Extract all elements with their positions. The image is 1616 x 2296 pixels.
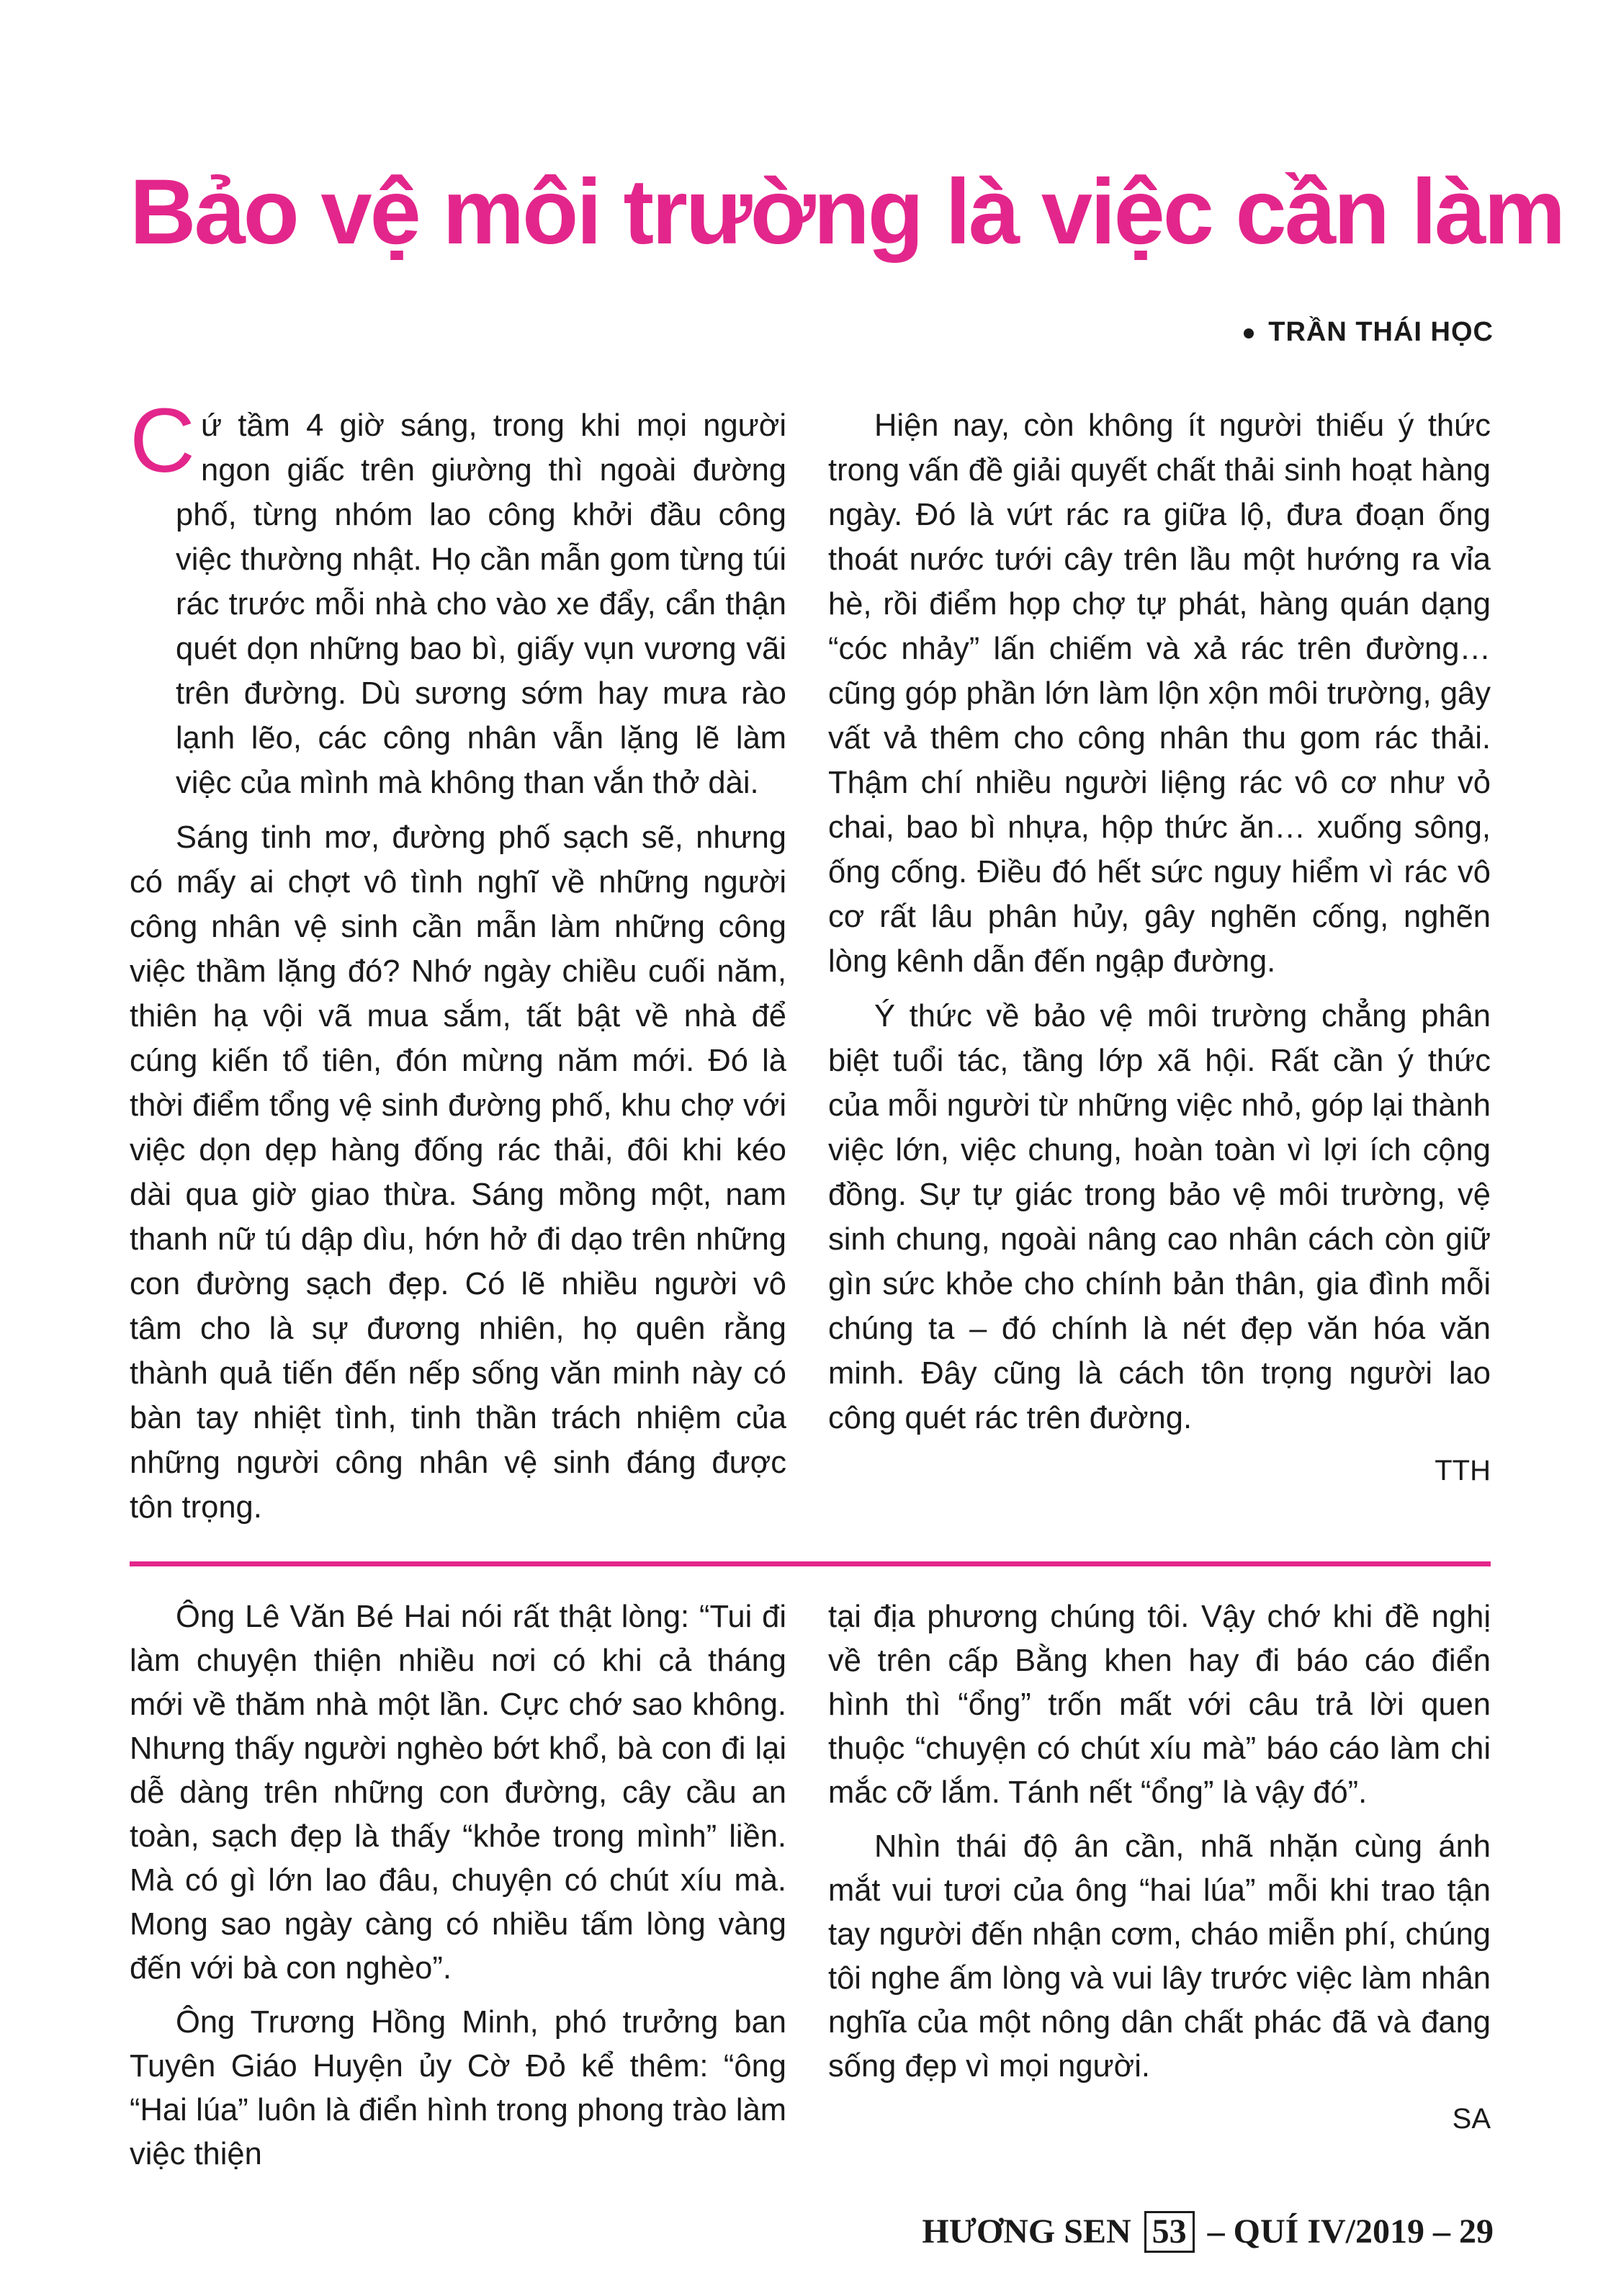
issue-number: 53 [1144, 2211, 1195, 2253]
article-title: Bảo vệ môi trường là việc cần làm [130, 161, 1564, 264]
story-column-left [130, 1595, 786, 2187]
story-column-right [828, 1595, 1491, 2139]
byline [1244, 317, 1494, 348]
author-name: TRẦN THÁI HỌC [1268, 317, 1494, 347]
signature: SA [1452, 2103, 1491, 2135]
page-footer [922, 2211, 1494, 2253]
paragraph: Ông Trương Hồng Minh, phó trưởng ban Tuyên Giáo Huyện ủy Cờ Đỏ kể thêm: “ông “Hai lúa” luôn là điển hình trong phong trào làm việc thiện [130, 2005, 786, 2171]
drop-cap: C [130, 390, 195, 491]
paragraph: Ông Lê Văn Bé Hai nói rất thật lòng: “Tui đi làm chuyện thiện nhiều nơi có khi cả tháng mới về thăm nhà một lần. Cực chớ sao không. Nhưng thấy người nghèo bớt khổ, bà con đi lại dễ dàng trên những con đường, cây cầu an toàn, sạch đẹp là thấy “khỏe trong mình” liền. Mà có gì lớn lao đâu, chuyện có chút xíu mà. Mong sao ngày càng có nhiều tấm lòng vàng đến với bà con nghèo”. [130, 1600, 786, 1986]
paragraph: Nhìn thái độ ân cần, nhã nhặn cùng ánh mắt vui tươi của ông “hai lúa” mỗi khi trao tận tay người đến nhận cơm, cháo miễn phí, chúng tôi nghe ấm lòng và vui lây trước việc làm nhân nghĩa của một nông dân chất phác đã và đang sống đẹp vì mọi người. [828, 1829, 1491, 2084]
paragraph: Ý thức về bảo vệ môi trường chẳng phân biệt tuổi tác, tầng lớp xã hội. Rất cần ý thức của mỗi người từ những việc nhỏ, góp lại thành việc lớn, việc chung, hoàn toàn vì lợi ích cộng đồng. Sự tự giác trong bảo vệ môi trường, vệ sinh chung, ngoài nâng cao nhân cách còn giữ gìn sức khỏe cho chính bản thân, gia đình mỗi chúng ta – đó chính là nét đẹp văn hóa văn minh. Đây cũng là cách tôn trọng người lao công quét rác trên đường. [828, 999, 1491, 1435]
issue-period: – QUÍ IV/2019 – [1207, 2212, 1450, 2251]
paragraph: Hiện nay, còn không ít người thiếu ý thức trong vấn đề giải quyết chất thải sinh hoạt hàng ngày. Đó là vứt rác ra giữa lộ, đưa đoạn ống thoát nước tưới cây trên lầu một hướng ra vỉa hè, rồi điểm họp chợ tự phát, hàng quán dạng “cóc nhảy” lấn chiếm và xả rác trên đường… cũng góp phần lớn làm lộn xộn môi trường, gây vất vả thêm cho công nhân thu gom rác thải. Thậm chí nhiều người liệng rác vô cơ như vỏ chai, bao bì nhựa, hộp thức ăn… xuống sông, ống cống. Điều đó hết sức nguy hiểm vì rác vô cơ rất lâu phân hủy, gây nghẽn cống, nghẽn lòng kênh dẫn đến ngập đường. [828, 408, 1491, 979]
section-divider [130, 1561, 1491, 1566]
paragraph-continuation: tại địa phương chúng tôi. Vậy chớ khi đề nghị về trên cấp Bằng khen hay đi báo cáo điển hình thì “ổng” trốn mất với câu trả lời quen thuộc “chuyện có chút xíu mà” báo cáo làm chi mắc cỡ lắm. Tánh nết “ổng” là vậy đó”. [828, 1600, 1491, 1810]
bullet-icon [1244, 328, 1254, 338]
article-column-right [828, 403, 1491, 1491]
signature: TTH [1435, 1455, 1491, 1486]
paragraph: Sáng tinh mơ, đường phố sạch sẽ, nhưng có mấy ai chợt vô tình nghĩ về những người công nhân vệ sinh cần mẫn làm những công việc thầm lặng đó? Nhớ ngày chiều cuối năm, thiên hạ vội vã mua sắm, tất bật về nhà để cúng kiến tổ tiên, đón mừng năm mới. Đó là thời điểm tổng vệ sinh đường phố, khu chợ với việc dọn dẹp hàng đống rác thải, đôi khi kéo dài qua giờ giao thừa. Sáng mồng một, nam thanh nữ tú dập dìu, hớn hở đi dạo trên những con đường sạch đẹp. Có lẽ nhiều người vô tâm cho là sự đương nhiên, họ quên rằng thành quả tiến đến nếp sống văn minh này có bàn tay nhiệt tình, tinh thần trách nhiệm của những người công nhân vệ sinh đáng được tôn trọng. [130, 820, 786, 1525]
magazine-name: HƯƠNG SEN [922, 2212, 1131, 2251]
page-number: 29 [1459, 2212, 1494, 2251]
paragraph: Cứ tầm 4 giờ sáng, trong khi mọi người ngon giấc trên giường thì ngoài đường phố, từng nhóm lao công khởi đầu công việc thường nhật. Họ cần mẫn gom từng túi rác trước mỗi nhà cho vào xe đẩy, cẩn thận quét dọn những bao bì, giấy vụn vương vãi trên đường. Dù sương sớm hay mưa rào lạnh lẽo, các công nhân vẫn lặng lẽ làm việc của mình mà không than vắn thở dài. [130, 390, 786, 800]
article-column-left [130, 390, 786, 1540]
